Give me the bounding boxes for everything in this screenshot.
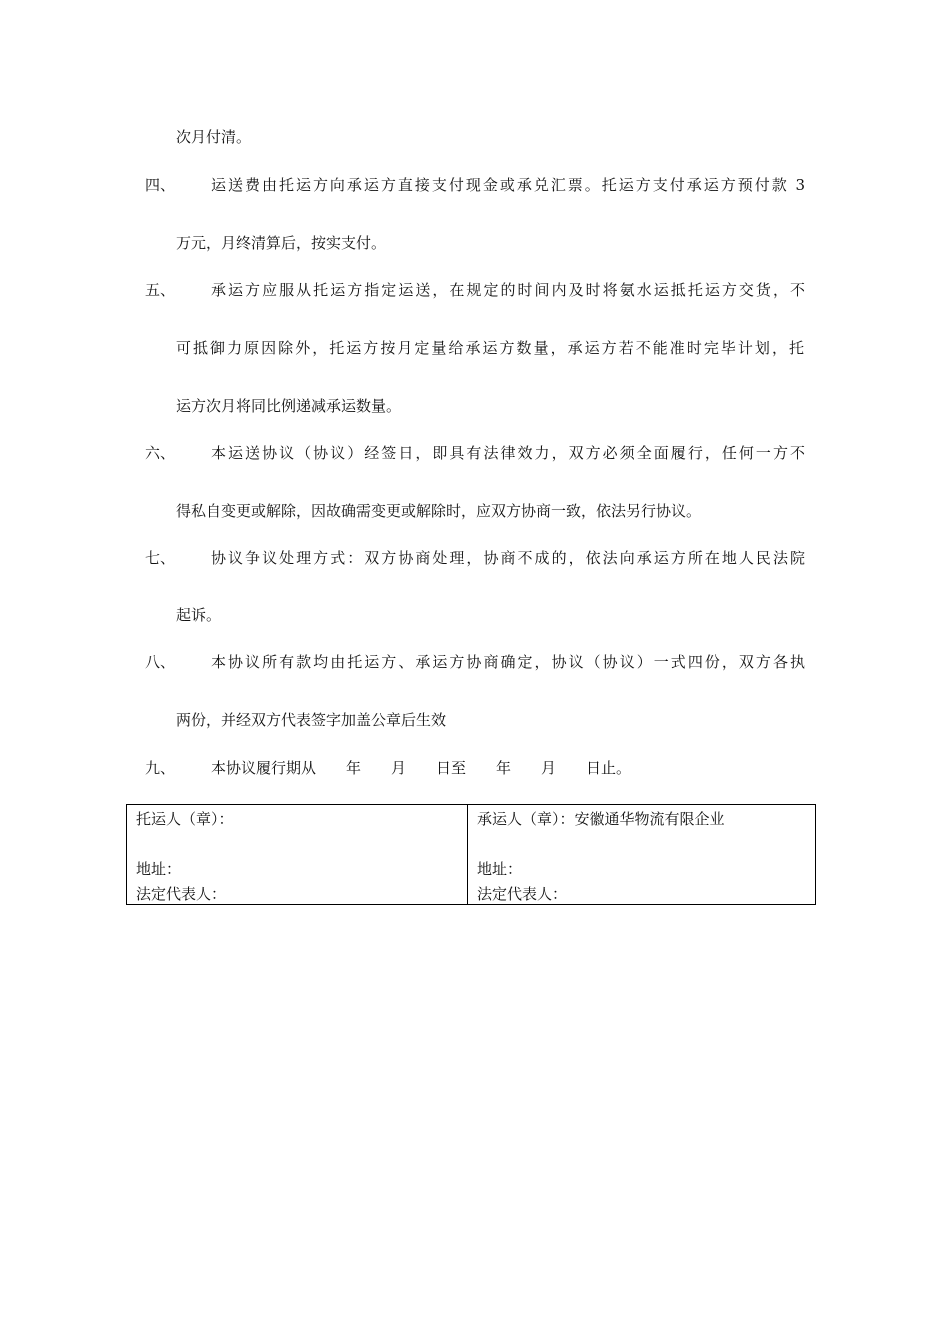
clause-number: 七、 [145, 549, 176, 567]
clause-text-line: 承运方应服从托运方指定运送，在规定的时间内及时将氨水运抵托运方交货，不 [211, 281, 805, 299]
clause-text-line: 起诉。 [176, 606, 222, 624]
clause-text-line: 本运送协议（协议）经签日，即具有法律效力，双方必须全面履行，任何一方不 [211, 444, 805, 462]
clause-number: 六、 [145, 444, 176, 462]
clause-number: 五、 [145, 281, 176, 299]
carrier-seal-label: 承运人（章）：安徽通华物流有限企业 [477, 810, 725, 828]
clause-text-line: 两份，并经双方代表签字加盖公章后生效 [176, 711, 447, 729]
clause-text-line: 万元，月终清算后，按实支付。 [176, 234, 387, 252]
clause-number: 九、 [145, 759, 176, 777]
shipper-signature-cell [127, 805, 468, 905]
clause-text-line: 运送费由托运方向承运方直接支付现金或承兑汇票。托运方支付承运方预付款 3 [211, 176, 805, 194]
clause-text-line: 得私自变更或解除，因故确需变更或解除时，应双方协商一致，依法另行协议。 [176, 502, 702, 520]
clause-number: 八、 [145, 653, 176, 671]
shipper-address-label: 地址： [136, 860, 182, 878]
clause-number: 四、 [145, 176, 176, 194]
carrier-address-label: 地址： [477, 860, 523, 878]
signature-table [126, 804, 816, 905]
carrier-representative-label: 法定代表人： [477, 885, 568, 903]
clause-text-line: 本协议履行期从 年 月 日至 年 月 日止。 [211, 759, 632, 777]
clause-text-line: 可抵御力原因除外，托运方按月定量给承运方数量，承运方若不能准时完毕计划，托 [176, 339, 804, 357]
clause-text-line: 运方次月将同比例递减承运数量。 [176, 397, 402, 415]
shipper-seal-label: 托运人（章）： [136, 810, 234, 828]
carrier-signature-cell [468, 805, 816, 905]
clause-text-line: 协议争议处理方式：双方协商处理，协商不成的，依法向承运方所在地人民法院 [211, 549, 805, 567]
clause-text-line: 本协议所有款均由托运方、承运方协商确定，协议（协议）一式四份，双方各执 [211, 653, 805, 671]
shipper-representative-label: 法定代表人： [136, 885, 227, 903]
clause-3-tail: 次月付清。 [176, 128, 252, 146]
